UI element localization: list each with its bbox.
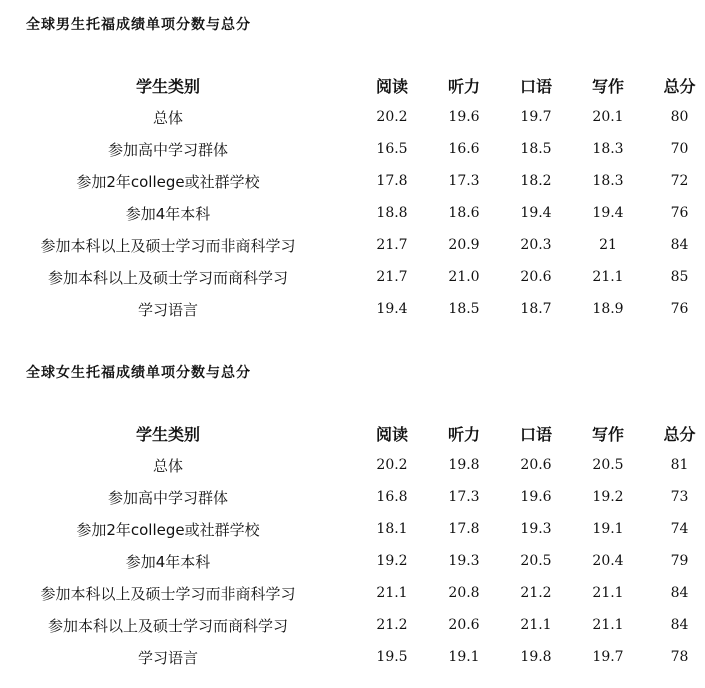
table-row: [0, 641, 705, 673]
column-spacer: [336, 229, 356, 261]
category-cell: 学习语言: [137, 300, 198, 319]
reading-score: 19.5: [376, 649, 408, 665]
header-listening: 听力: [447, 76, 480, 96]
total-score: 70: [670, 141, 689, 157]
reading-score: 17.8: [376, 173, 408, 189]
total-score: 78: [670, 649, 689, 665]
speaking-score: 20.5: [520, 553, 552, 569]
column-spacer: [336, 261, 356, 293]
reading-score: 20.2: [376, 109, 408, 125]
header-category: 学生类别: [135, 76, 200, 96]
table-row: [0, 293, 705, 325]
listening-score: 19.1: [448, 649, 480, 665]
writing-score: 19.1: [592, 521, 624, 537]
speaking-score: 19.7: [520, 109, 552, 125]
column-spacer: [336, 197, 356, 229]
column-spacer: [336, 165, 356, 197]
table-row: [0, 481, 705, 513]
listening-score: 17.3: [448, 173, 480, 189]
section-title-female: 全球女生托福成绩单项分数与总分: [26, 365, 251, 381]
listening-score: 16.6: [448, 141, 480, 157]
reading-score: 18.1: [376, 521, 408, 537]
listening-score: 17.3: [448, 489, 480, 505]
listening-score: 20.8: [448, 585, 480, 601]
category-cell: 参加2年college或社群学校: [76, 520, 260, 539]
speaking-score: 18.2: [520, 173, 552, 189]
speaking-score: 20.6: [520, 457, 552, 473]
total-score: 76: [670, 205, 689, 221]
reading-score: 19.4: [376, 301, 408, 317]
table-row: [0, 133, 705, 165]
section-title-male: 全球男生托福成绩单项分数与总分: [26, 17, 251, 33]
reading-score: 18.8: [376, 205, 408, 221]
reading-score: 20.2: [376, 457, 408, 473]
column-spacer: [336, 133, 356, 165]
reading-score: 21.7: [376, 237, 408, 253]
header-writing: 写作: [591, 76, 624, 96]
table-row: [0, 165, 705, 197]
reading-score: 21.1: [376, 585, 408, 601]
header-total: 总分: [663, 424, 696, 444]
table-row: [0, 513, 705, 545]
category-cell: 参加本科以上及硕士学习而商科学习: [47, 616, 288, 635]
writing-score: 20.5: [592, 457, 624, 473]
writing-score: 18.3: [592, 141, 624, 157]
writing-score: 19.4: [592, 205, 624, 221]
category-cell: 总体: [152, 108, 183, 127]
speaking-score: 19.8: [520, 649, 552, 665]
listening-score: 19.6: [448, 109, 480, 125]
header-speaking: 口语: [519, 76, 552, 96]
total-score: 79: [670, 553, 689, 569]
table-row: [0, 577, 705, 609]
header-speaking: 口语: [519, 424, 552, 444]
listening-score: 18.6: [448, 205, 480, 221]
speaking-score: 18.7: [520, 301, 552, 317]
column-spacer: [336, 577, 356, 609]
table-row: [0, 229, 705, 261]
speaking-score: 19.6: [520, 489, 552, 505]
category-cell: 参加本科以上及硕士学习而非商科学习: [40, 584, 296, 603]
speaking-score: 19.3: [520, 521, 552, 537]
total-score: 84: [670, 585, 689, 601]
header-listening: 听力: [447, 424, 480, 444]
table-header-row: [0, 69, 705, 101]
table-row: [0, 197, 705, 229]
listening-score: 20.6: [448, 617, 480, 633]
table-header-row: [0, 417, 705, 449]
table-row: [0, 609, 705, 641]
listening-score: 21.0: [448, 269, 480, 285]
writing-score: 21.1: [592, 617, 624, 633]
score-table-female: [0, 417, 705, 673]
total-score: 73: [670, 489, 689, 505]
writing-score: 20.4: [592, 553, 624, 569]
writing-score: 21.1: [592, 585, 624, 601]
reading-score: 16.5: [376, 141, 408, 157]
column-spacer: [336, 417, 356, 449]
table-row: [0, 101, 705, 133]
speaking-score: 20.3: [520, 237, 552, 253]
column-spacer: [336, 609, 356, 641]
writing-score: 20.1: [592, 109, 624, 125]
category-cell: 参加高中学习群体: [107, 488, 228, 507]
total-score: 84: [670, 617, 689, 633]
category-cell: 参加本科以上及硕士学习而非商科学习: [40, 236, 296, 255]
writing-score: 18.9: [592, 301, 624, 317]
reading-score: 19.2: [376, 553, 408, 569]
speaking-score: 19.4: [520, 205, 552, 221]
listening-score: 19.8: [448, 457, 480, 473]
listening-score: 18.5: [448, 301, 480, 317]
column-spacer: [336, 101, 356, 133]
category-cell: 学习语言: [137, 648, 198, 667]
reading-score: 16.8: [376, 489, 408, 505]
writing-score: 18.3: [592, 173, 624, 189]
total-score: 85: [670, 269, 689, 285]
total-score: 76: [670, 301, 689, 317]
writing-score: 21.1: [592, 269, 624, 285]
score-table-male: [0, 69, 705, 325]
column-spacer: [336, 513, 356, 545]
writing-score: 19.2: [592, 489, 624, 505]
column-spacer: [336, 545, 356, 577]
header-reading: 阅读: [375, 76, 408, 96]
category-cell: 参加4年本科: [125, 204, 211, 223]
listening-score: 20.9: [448, 237, 480, 253]
total-score: 84: [670, 237, 689, 253]
speaking-score: 21.2: [520, 585, 552, 601]
total-score: 81: [670, 457, 689, 473]
column-spacer: [336, 449, 356, 481]
header-reading: 阅读: [375, 424, 408, 444]
total-score: 72: [670, 173, 689, 189]
header-category: 学生类别: [135, 424, 200, 444]
category-cell: 参加2年college或社群学校: [76, 172, 260, 191]
category-cell: 参加本科以上及硕士学习而商科学习: [47, 268, 288, 287]
column-spacer: [336, 641, 356, 673]
column-spacer: [336, 293, 356, 325]
column-spacer: [336, 481, 356, 513]
speaking-score: 21.1: [520, 617, 552, 633]
speaking-score: 20.6: [520, 269, 552, 285]
header-total: 总分: [663, 76, 696, 96]
table-row: [0, 261, 705, 293]
writing-score: 19.7: [592, 649, 624, 665]
category-cell: 参加4年本科: [125, 552, 211, 571]
table-row: [0, 449, 705, 481]
table-row: [0, 545, 705, 577]
listening-score: 17.8: [448, 521, 480, 537]
header-writing: 写作: [591, 424, 624, 444]
total-score: 74: [670, 521, 689, 537]
reading-score: 21.2: [376, 617, 408, 633]
category-cell: 总体: [152, 456, 183, 475]
speaking-score: 18.5: [520, 141, 552, 157]
reading-score: 21.7: [376, 269, 408, 285]
writing-score: 21: [599, 237, 617, 253]
listening-score: 19.3: [448, 553, 480, 569]
total-score: 80: [670, 109, 689, 125]
category-cell: 参加高中学习群体: [107, 140, 228, 159]
column-spacer: [336, 69, 356, 101]
